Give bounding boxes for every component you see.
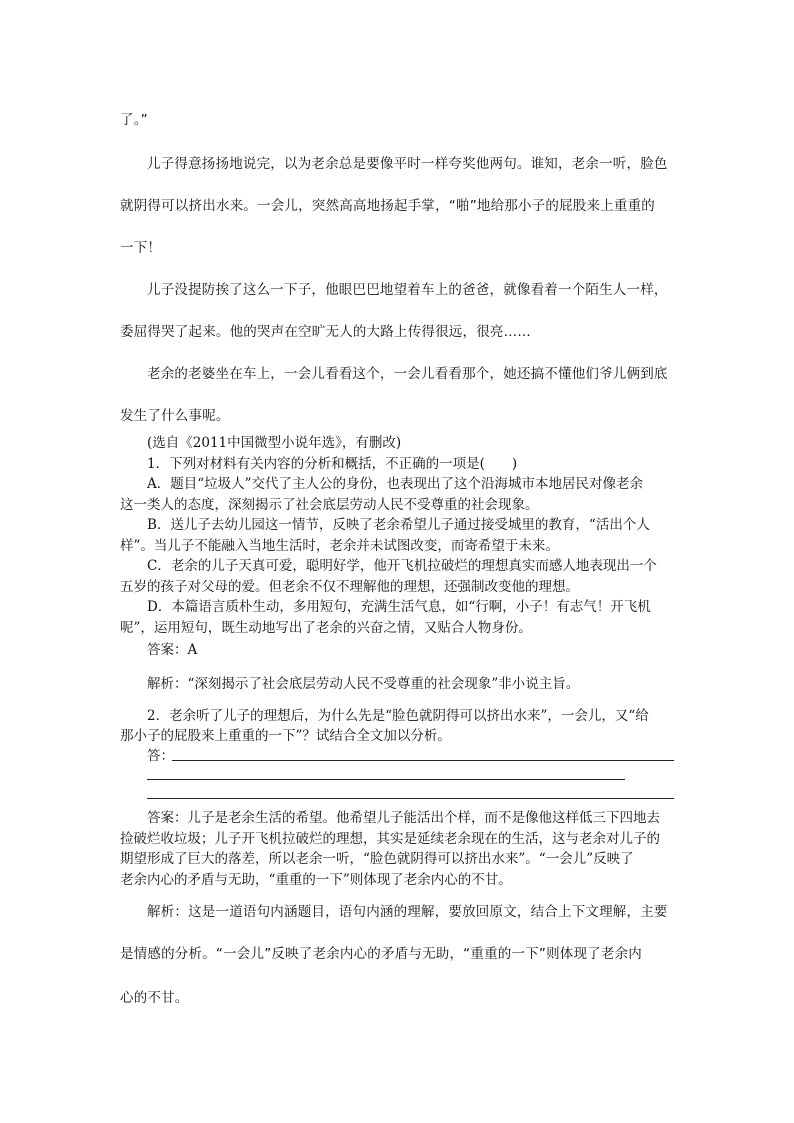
option-c: C．老余的儿子天真可爱，聪明好学，他开飞机拉破烂的理想真实而感人地表现出一个 — [147, 558, 657, 574]
question-2-answer: 答案：儿子是老余生活的希望。他希望儿子能活出个样，而不是像他这样低三下四地去 — [147, 810, 660, 826]
question-1-analysis: 解析：“深刻揭示了社会底层劳动人民不受尊重的社会现象”非小说主旨。 — [147, 676, 580, 692]
question-2-stem-cont: 那小子的屁股来上重重的一下”？试结合全文加以分析。 — [120, 728, 451, 744]
question-2-analysis-cont: 是情感的分析。“一会儿”反映了老余内心的矛盾与无助，“重重的一下”则体现了老余内 — [120, 946, 642, 962]
story-line: 就阴得可以挤出水来。一会儿，突然高高地扬起手掌，“啪”地给那小子的屁股来上重重的 — [120, 198, 655, 214]
answer-line[interactable] — [147, 779, 625, 780]
question-2-answer-cont: 捡破烂收垃圾；儿子开飞机拉破烂的理想，其实是延续老余现在的生活，这与老余对儿子的 — [120, 831, 660, 847]
option-b: B．送儿子去幼儿园这一情节，反映了老余希望儿子通过接受城里的教育，“活出个人 — [147, 517, 650, 533]
option-b-cont: 样”。当儿子不能融入当地生活时，老余并未试图改变，而寄希望于未来。 — [120, 538, 559, 554]
question-2-answer-cont: 老余内心的矛盾与无助，“重重的一下”则体现了老余内心的不甘。 — [120, 872, 512, 888]
story-line: 一下！ — [120, 240, 162, 256]
question-2-stem: 2．老余听了儿子的理想后，为什么先是“脸色就阴得可以挤出水来”，一会儿，又“给 — [147, 708, 649, 724]
answer-line[interactable] — [147, 798, 674, 799]
source-citation: (选自《2011中国微型小说年选》，有删改) — [147, 435, 402, 451]
question-1-stem: 1．下列对材料有关内容的分析和概括，不正确的一项是( ) — [147, 456, 518, 472]
story-line: 委屈得哭了起来。他的哭声在空旷无人的大路上传得很远，很亮…… — [120, 324, 531, 340]
story-line: 儿子得意扬扬地说完，以为老余总是要像平时一样夸奖他两句。谁知，老余一听，脸色 — [147, 156, 668, 172]
story-line: 发生了什么事呢。 — [120, 408, 230, 424]
option-d-cont: 呢”，运用短句，既生动地写出了老余的兴奋之情，又贴合人物身份。 — [120, 620, 532, 636]
question-2-answer-cont: 期望形成了巨大的落差，所以老余一听，“脸色就阴得可以挤出水来”。“一会儿”反映了 — [120, 851, 634, 867]
question-2-analysis-cont: 心的不甘。 — [120, 990, 189, 1006]
question-2-analysis: 解析：这是一道语句内涵题目，语句内涵的理解，要放回原文，结合上下文理解，主要 — [147, 904, 668, 920]
answer-label: 答： — [147, 748, 174, 764]
option-a: A．题目“垃圾人”交代了主人公的身份，也表现出了这个沿海城市本地居民对像老余 — [147, 476, 644, 492]
answer-line[interactable] — [172, 760, 674, 761]
option-d: D．本篇语言质朴生动，多用短句，充满生活气息，如“行啊，小子！有志气！开飞机 — [147, 599, 651, 615]
question-1-answer: 答案：A — [147, 642, 198, 658]
story-line: 老余的老婆坐在车上，一会儿看看这个，一会儿看看那个，她还搞不懂他们爷儿俩到底 — [147, 366, 668, 382]
story-line: 儿子没提防挨了这么一下子，他眼巴巴地望着车上的爸爸，就像看着一个陌生人一样， — [147, 282, 668, 298]
story-line: 了。” — [120, 112, 148, 128]
option-a-cont: 这一类人的态度，深刻揭示了社会底层劳动人民不受尊重的社会现象。 — [120, 497, 539, 513]
option-c-cont: 五岁的孩子对父母的爱。但老余不仅不理解他的理想，还强制改变他的理想。 — [120, 579, 579, 595]
